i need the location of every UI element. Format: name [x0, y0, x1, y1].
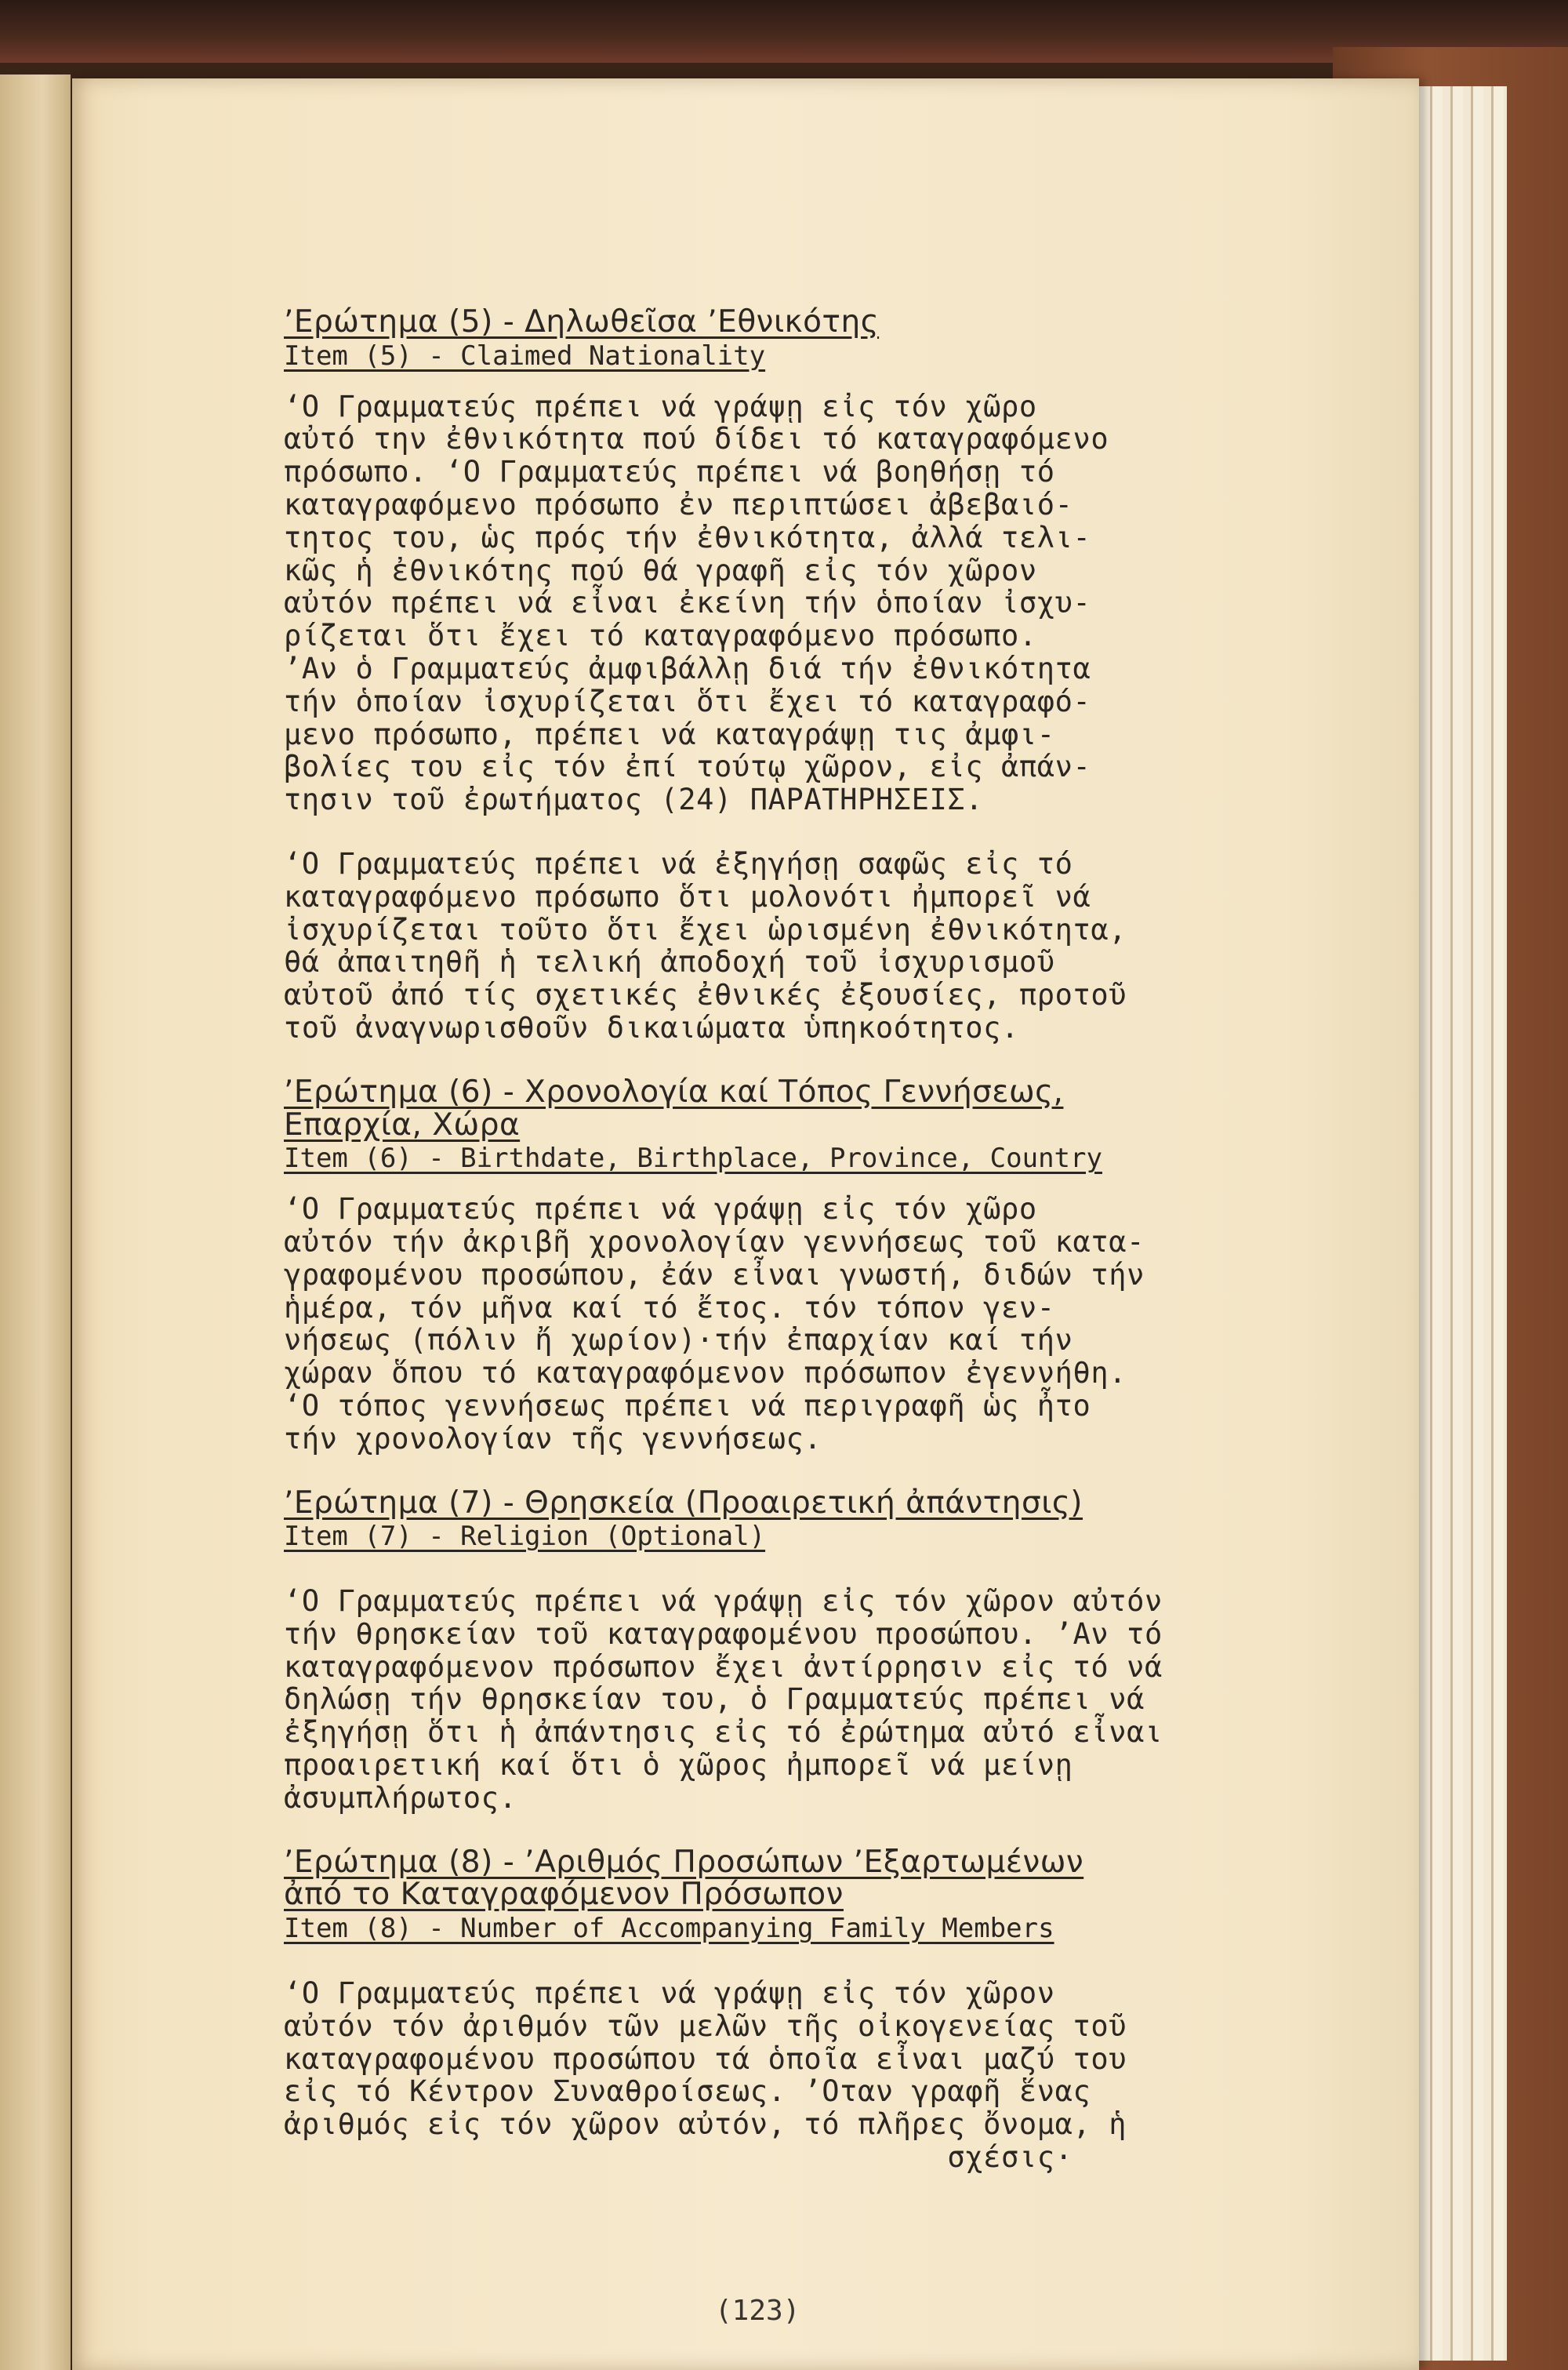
- text-line: χώραν ὅπου τό καταγραφόμενον πρόσωπον ἐγεννήθη.: [284, 1356, 1127, 1390]
- paragraph: [284, 391, 1381, 816]
- heading-english-row: [284, 339, 1381, 373]
- heading-greek: ἀπό το Καταγραφόμενον Πρόσωπον: [284, 1877, 844, 1913]
- text-line: τοῦ ἀναγνωρισθοῦν δικαιώματα ὑπηκοότητος.: [284, 1010, 1019, 1045]
- section-item-8: [284, 1846, 1381, 2174]
- text-line: ‘Ο Γραμματεύς πρέπει νά γράψῃ εἰς τόν χῶρο: [284, 389, 1037, 423]
- heading-greek: ’Ερώτημα (5) - Δηλωθεῖσα ’Εθνικότης: [284, 304, 880, 340]
- section-heading-cont: [284, 1878, 1381, 1911]
- spacer: [284, 373, 1381, 391]
- section-heading: [284, 1076, 1381, 1109]
- heading-greek: ’Ερώτημα (6) - Χρονολογία καί Τόπος Γεννήσεως,: [284, 1074, 1064, 1110]
- text-line: αὐτόν τόν ἀριθμόν τῶν μελῶν τῆς οἰκογενείας τοῦ: [284, 2008, 1127, 2043]
- spacer: [284, 1946, 1381, 1977]
- heading-english: Item (6) - Birthdate, Birthplace, Province, Country: [284, 1143, 1102, 1175]
- page-number: (123): [715, 2295, 800, 2327]
- heading-english-row: [284, 1519, 1381, 1554]
- left-page-edge: [0, 75, 71, 2370]
- section-item-7: [284, 1487, 1381, 1815]
- text-line: ‘Ο Γραμματεύς πρέπει νά γράψῃ εἰς τόν χῶρον αὐτόν: [284, 1584, 1163, 1619]
- text-line: καταγραφόμενο πρόσωπο ἐν περιπτώσει ἀβεβαιό-: [284, 487, 1073, 522]
- paragraph: [284, 1193, 1381, 1455]
- text-line: τήν ὁποίαν ἰσχυρίζεται ὅτι ἔχει τό καταγραφό-: [284, 684, 1091, 718]
- heading-english: Item (8) - Number of Accompanying Family Members: [284, 1913, 1054, 1945]
- text-line: ἀσυμπλήρωτος.: [284, 1780, 517, 1815]
- text-line: αὐτό την ἐθνικότητα πού δίδει τό καταγραφόμενο: [284, 422, 1109, 456]
- text-line: καταγραφόμενον πρόσωπον ἔχει ἀντίρρησιν εἰς τό νά: [284, 1649, 1163, 1684]
- section-heading: [284, 1487, 1381, 1520]
- text-line: ‘Ο Γραμματεύς πρέπει νά γράψῃ εἰς τόν χῶρον: [284, 1976, 1055, 2011]
- text-line: τησιν τοῦ ἐρωτήματος (24) ΠΑΡΑΤΗΡΗΣΕΙΣ.: [284, 783, 984, 817]
- text-line: μενο πρόσωπο, πρέπει νά καταγράψῃ τις ἀμφι-: [284, 717, 1055, 751]
- paragraph: [284, 1977, 1381, 2174]
- text-line: πρόσωπο. ‘Ο Γραμματεύς πρέπει νά βοηθήσῃ τό: [284, 455, 1055, 489]
- text-line: δηλώσῃ τήν θρησκείαν του, ὁ Γραμματεύς πρέπει νά: [284, 1682, 1145, 1717]
- heading-greek: Επαρχία, Χώρα: [284, 1107, 521, 1143]
- text-line: κῶς ἡ ἐθνικότης πού θά γραφῆ εἰς τόν χῶρον: [284, 553, 1037, 587]
- text-line: γραφομένου προσώπου, ἐάν εἶναι γνωστή, διδών τήν: [284, 1257, 1145, 1292]
- section-heading: [284, 306, 1381, 339]
- heading-english: Item (7) - Religion (Optional): [284, 1521, 766, 1553]
- paragraph: [284, 848, 1381, 1045]
- text-line: σχέσις·: [284, 2140, 1073, 2175]
- text-line: ’Αν ὁ Γραμματεύς ἀμφιβάλλῃ διά τήν ἐθνικότητα: [284, 651, 1091, 685]
- text-line: καταγραφόμενο πρόσωπο ὅτι μολονότι ἠμπορεῖ νά: [284, 879, 1091, 914]
- spacer: [284, 1176, 1381, 1193]
- text-line: ἐξηγήσῃ ὅτι ἡ ἀπάντησις εἰς τό ἐρώτημα αὐτό εἶναι: [284, 1715, 1163, 1750]
- section-heading: [284, 1846, 1381, 1879]
- spacer: [284, 1554, 1381, 1585]
- spacer: [284, 1456, 1381, 1487]
- text-line: νήσεως (πόλιν ἤ χωρίον)·τήν ἐπαρχίαν καί τήν: [284, 1323, 1073, 1358]
- page-content: [284, 306, 1381, 2174]
- text-line: ἡμέρα, τόν μῆνα καί τό ἔτος. τόν τόπον γεν-: [284, 1290, 1055, 1325]
- text-line: ‘Ο Γραμματεύς πρέπει νά γράψῃ εἰς τόν χῶρο: [284, 1192, 1037, 1227]
- heading-english-row: [284, 1911, 1381, 1946]
- document-page: [72, 78, 1419, 2370]
- text-line: ἰσχυρίζεται τοῦτο ὅτι ἔχει ὡρισμένη ἐθνικότητα,: [284, 912, 1127, 947]
- section-item-6: [284, 1076, 1381, 1456]
- text-line: τητος του, ὡς πρός τήν ἐθνικότητα, ἀλλά τελι-: [284, 520, 1091, 554]
- spacer: [284, 1045, 1381, 1076]
- text-line: ἀριθμός εἰς τόν χῶρον αὐτόν, τό πλῆρες ὄνομα, ἡ: [284, 2107, 1127, 2142]
- heading-greek: ’Ερώτημα (7) - Θρησκεία (Προαιρετική ἀπάντησις): [284, 1485, 1083, 1521]
- heading-english-row: [284, 1141, 1381, 1176]
- text-line: προαιρετική καί ὅτι ὁ χῶρος ἠμπορεῖ νά μείνῃ: [284, 1748, 1073, 1783]
- text-line: εἰς τό Κέντρον Συναθροίσεως. ’Οταν γραφῆ ἕνας: [284, 2074, 1091, 2109]
- text-line: ‘Ο Γραμματεύς πρέπει νά ἐξηγήσῃ σαφῶς εἰς τό: [284, 846, 1073, 881]
- text-line: ‘Ο τόπος γεννήσεως πρέπει νά περιγραφῆ ὡς ἦτο: [284, 1388, 1091, 1423]
- section-heading-cont: [284, 1109, 1381, 1142]
- paragraph: [284, 1585, 1381, 1815]
- text-line: καταγραφομένου προσώπου τά ὁποῖα εἶναι μαζύ του: [284, 2041, 1127, 2076]
- section-item-5: [284, 306, 1381, 1045]
- text-line: αὐτοῦ ἀπό τίς σχετικές ἐθνικές ἐξουσίες, προτοῦ: [284, 978, 1127, 1012]
- heading-english: Item (5) - Claimed Nationality: [284, 340, 766, 372]
- heading-greek: ’Ερώτημα (8) - ’Αριθμός Προσώπων ’Εξαρτωμένων: [284, 1844, 1084, 1880]
- text-line: αὐτόν τήν ἀκριβῆ χρονολογίαν γεννήσεως τοῦ κατα-: [284, 1224, 1145, 1259]
- text-line: αὐτόν πρέπει νά εἶναι ἐκείνη τήν ὁποίαν ἰσχυ-: [284, 586, 1091, 620]
- text-line: τήν χρονολογίαν τῆς γεννήσεως.: [284, 1421, 822, 1456]
- text-line: θά ἀπαιτηθῆ ἡ τελική ἀποδοχή τοῦ ἰσχυρισμοῦ: [284, 945, 1055, 980]
- spacer: [284, 816, 1381, 848]
- text-line: τήν θρησκείαν τοῦ καταγραφομένου προσώπου. ’Αν τό: [284, 1616, 1163, 1651]
- text-line: βολίες του εἰς τόν ἐπί τούτῳ χῶρον, εἰς ἀπάν-: [284, 750, 1091, 784]
- text-line: ρίζεται ὅτι ἔχει τό καταγραφόμενο πρόσωπο.: [284, 619, 1037, 653]
- spacer: [284, 1815, 1381, 1846]
